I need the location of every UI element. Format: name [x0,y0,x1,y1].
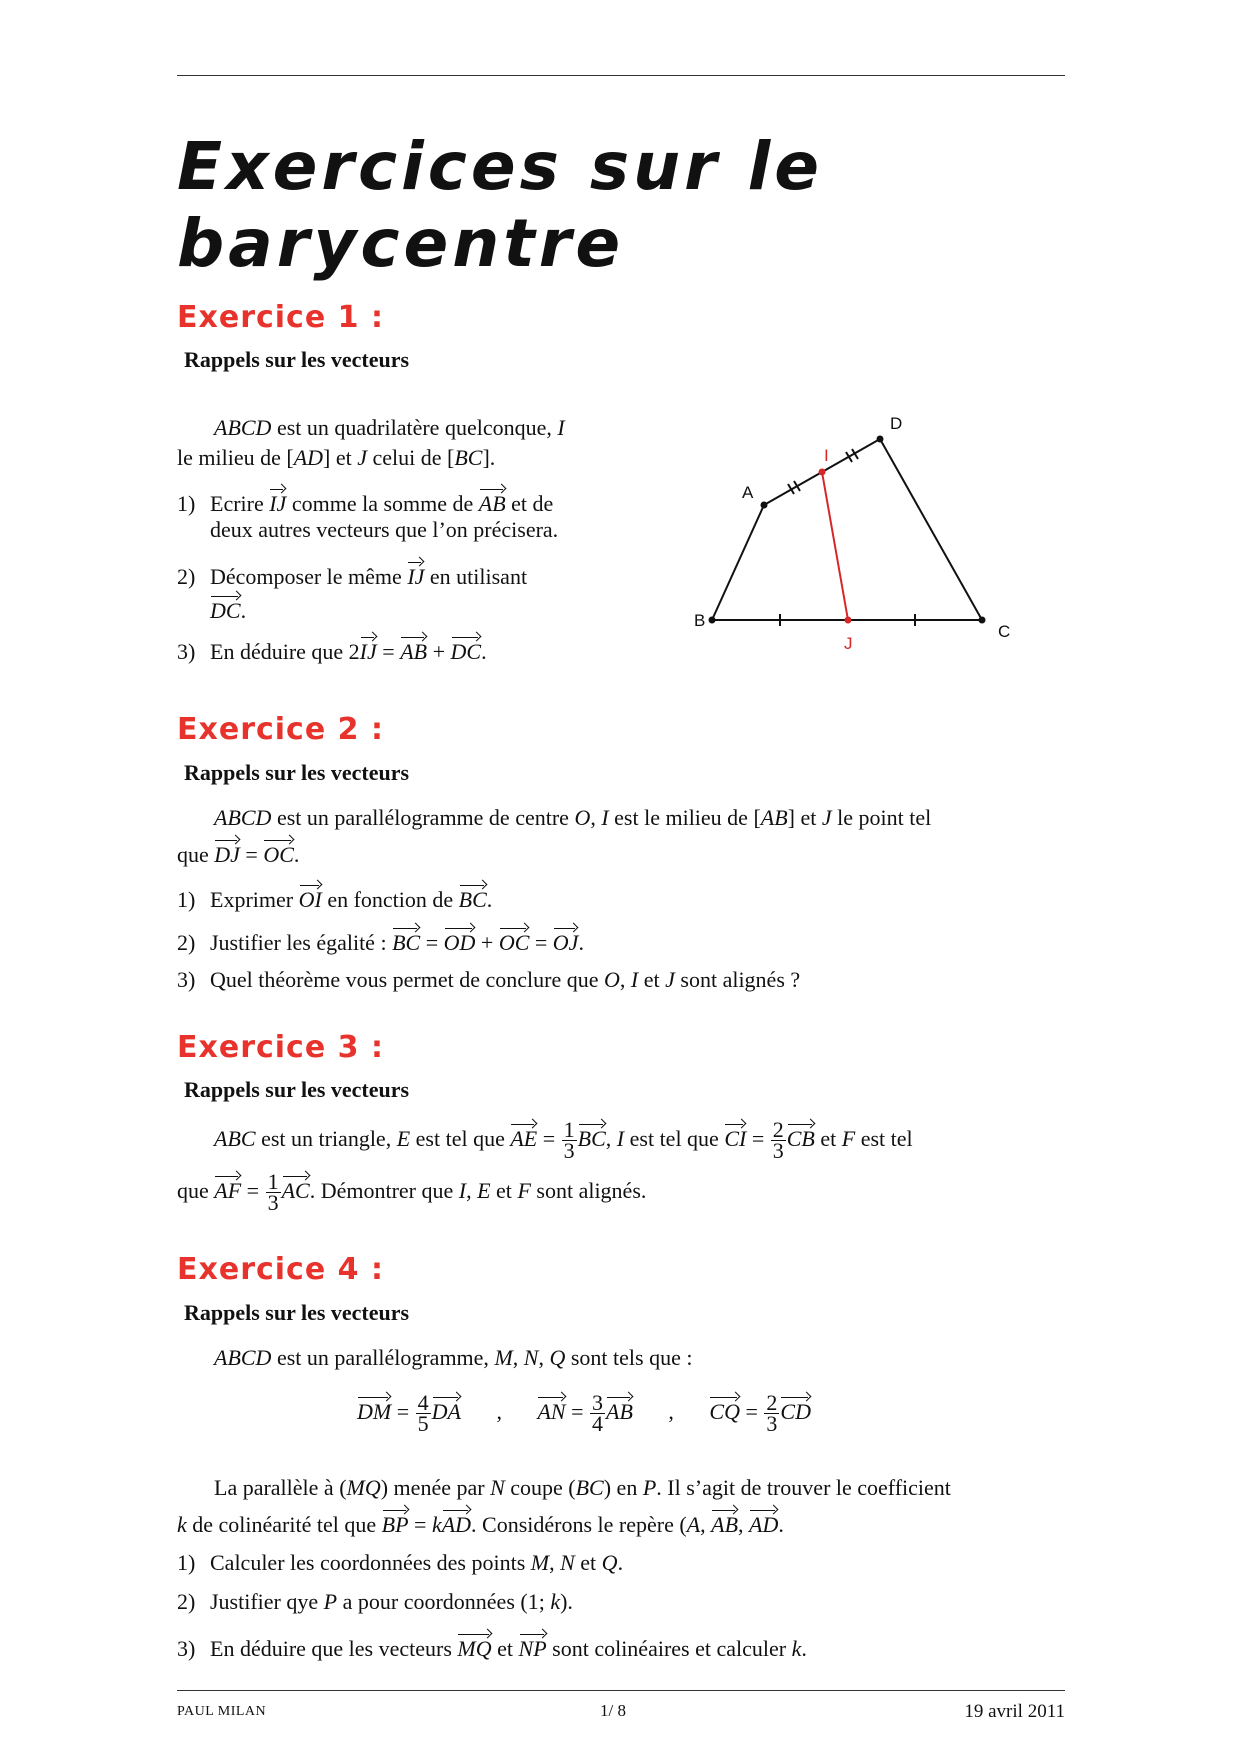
exercise-4-intro: ABCD est un parallélogramme, M, N, Q sont tels que : [214,1345,693,1370]
segment-cd [880,439,982,620]
label-j: J [844,634,853,653]
exercise-2-subtitle: Rappels sur les vecteurs [184,760,410,785]
exercise-1-intro: ABCD est un quadrilatère quelconque, I [214,415,565,440]
exercise-1-question-2: 2) Décomposer le même IJ en utilisant [177,558,617,592]
top-rule [177,75,1065,76]
exercise-1-question-2-line2: DC. [210,592,246,626]
exercise-2-heading: Exercice 2 : [177,712,384,747]
page-title: Exercices sur le barycentre [177,128,824,282]
exercise-2-question-1: 1) Exprimer OI en fonction de BC. [177,881,492,915]
exercise-1-subtitle: Rappels sur les vecteurs [184,347,410,372]
footer-date: 19 avril 2011 [964,1701,1065,1722]
point-j [845,617,852,624]
point-b [709,617,716,624]
footer-author: PAUL MILAN [177,1704,267,1719]
quadrilateral-figure [680,405,1030,655]
point-a [761,502,768,509]
exercise-1-question-1: 1) Ecrire IJ comme la somme de AB et de [177,485,553,519]
footer-page-number: 1/ 8 [600,1701,626,1720]
exercise-4-question-2: 2) Justifier qye P a pour coordonnées (1; k). [177,1589,573,1614]
exercise-3-statement-line2: que AF = $\frac{1}{3}$ AC. Démontrer que I, E et F sont alignés. [177,1169,647,1216]
exercise-2-question-3: 3) Quel théorème vous permet de conclure que O, I et J sont alignés ? [177,967,801,992]
exercise-3-statement: ABC est un triangle, E est tel que AE = $\frac{1}{3}$ BC, I est tel que CI = $\frac{2}{3}$ CB et F est tel [214,1117,913,1164]
exercise-4-subtitle: Rappels sur les vecteurs [184,1300,410,1325]
exercise-1-question-1-line2: deux autres vecteurs que l’on précisera. [210,517,559,542]
segment-ij [822,472,848,620]
exercise-3-heading: Exercice 3 : [177,1030,384,1065]
point-i [819,469,826,476]
exercise-4-question-3: 3) En déduire que les vecteurs MQ et NP sont colinéaires et calculer k. [177,1630,807,1664]
exercise-4-heading: Exercice 4 : [177,1252,384,1287]
segment-ab [712,505,764,620]
label-a: A [742,483,754,502]
label-b: B [694,611,706,630]
point-d [877,436,884,443]
label-i: I [824,446,829,465]
label-d: D [890,414,903,433]
exercise-4-question-1: 1) Calculer les coordonnées des points M, N et Q. [177,1550,624,1575]
bottom-rule [177,1690,1065,1691]
exercise-2-question-2: 2) Justifier les égalité : BC = OD + OC = OJ. [177,924,584,958]
label-c: C [998,622,1011,641]
exercise-4-paragraph-line2: k de colinéarité tel que BP = kAD. Considérons le repère (A, AB, AD. [177,1506,784,1540]
exercise-4-paragraph: La parallèle à (MQ) menée par N coupe (BC) en P. Il s’agit de trouver le coefficient [214,1475,951,1500]
exercise-2-intro: ABCD est un parallélogramme de centre O, I est le milieu de [AB] et J le point tel [214,805,932,830]
exercise-2-intro-line2: que DJ = OC. [177,836,299,870]
exercise-3-subtitle: Rappels sur les vecteurs [184,1077,410,1102]
exercise-4-equations: DM = $\frac{4}{5}$ DA , AN = $\frac{3}{4}$ AB , CQ = $\frac{2}{3}$ CD [357,1390,811,1437]
exercise-1-question-3: 3) En déduire que 2IJ = AB + DC. [177,633,487,667]
exercise-1-intro-line2: le milieu de [AD] et J celui de [BC]. [177,445,496,470]
exercise-1-heading: Exercice 1 : [177,300,384,335]
point-c [979,617,986,624]
